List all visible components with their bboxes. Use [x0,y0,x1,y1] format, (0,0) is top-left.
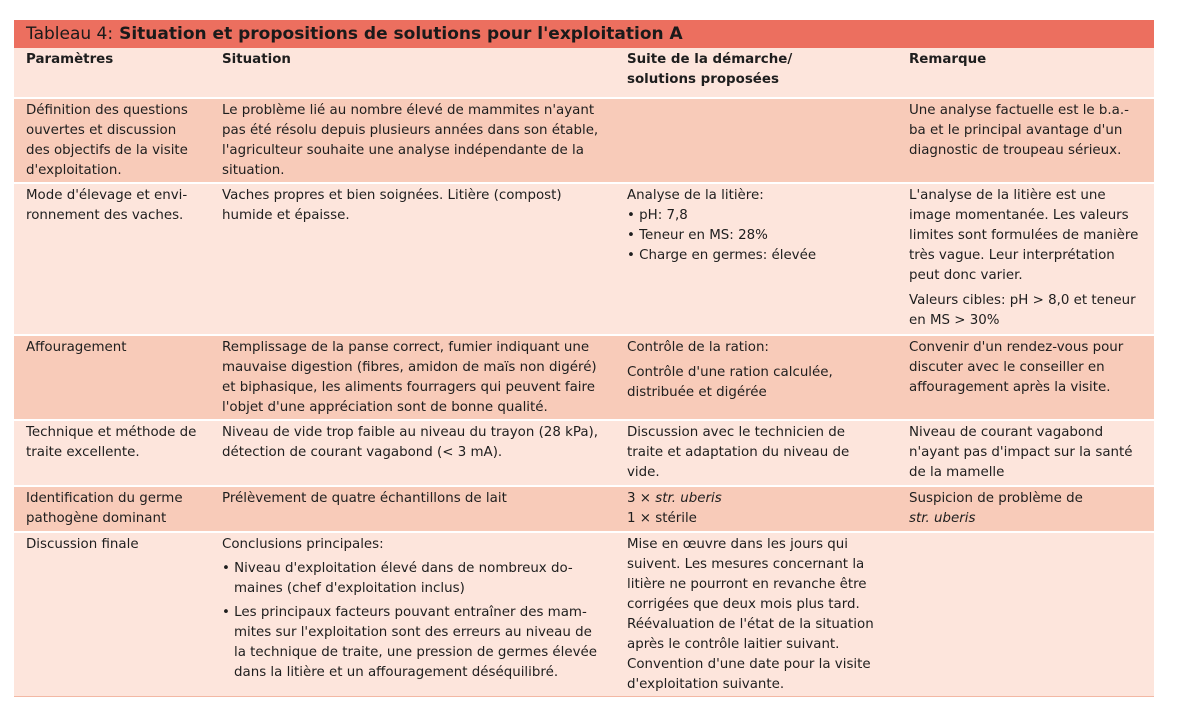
header-suite-text: Suite de la démarche/ solutions proposées [627,52,793,87]
cell-param: Définition des questions ouvertes et discussion des objectifs de la visite d'exploitation. [14,98,210,183]
cell-suite-line-2: 1 × stérile [627,511,697,526]
table-row [14,486,1154,532]
cell-remarque [897,183,1154,335]
header-remarque: Remarque [909,52,987,67]
cell-suite-title: Analyse de la litière: [627,188,764,203]
table-row [14,98,1154,183]
header-suite [615,48,897,98]
cell-remarque [897,486,1154,532]
cell-remarque: Convenir d'un rendez-vous pour discuter avec le conseiller en affouragement après la visite. [897,335,1154,420]
cell-param: Mode d'élevage et envi-ronnement des vaches. [14,183,210,335]
cell-situation: Le problème lié au nombre élevé de mammites n'ayant pas été résolu depuis plusieurs années dans son étable, l'agriculteur souhaite une analyse indépendante de la situation. [210,98,615,183]
cell-situation [210,532,615,697]
cell-param: Technique et méthode de traite excellente. [14,420,210,486]
list-item: • pH: 7,8 [627,206,885,226]
cell-remarque-em: str. uberis [909,511,976,526]
cell-suite: Discussion avec le technicien de traite et adaptation du niveau de vide. [615,420,897,486]
cell-remarque-text: Suspicion de problème de [909,491,1083,506]
cell-remarque [897,532,1154,697]
solutions-table [14,48,1154,697]
cell-suite-text: Contrôle d'une ration calculée, distribuée et digérée [627,365,833,400]
table-row [14,420,1154,486]
cell-suite [615,486,897,532]
cell-suite-line-1: 3 × str. uberis [627,491,722,506]
list-item: • Charge en germes: élevée [627,246,885,266]
table-row [14,532,1154,697]
cell-suite: Mise en œuvre dans les jours qui suivent. Les mesures concernant la litière ne pourront en revanche être corrigées que deux mois plus tard. Réévaluation de l'état de la situation après le contrôle laitier suivant. Convention d'une date pour la visite d'exploitation suivante. [615,532,897,697]
table-row [14,183,1154,335]
cell-remarque-text: L'analyse de la litière est une image momentanée. Les valeurs limites sont formulées de manière très vague. Leur interprétation peut donc varier. [909,188,1139,283]
cell-situation: Vaches propres et bien soignées. Litière (compost) humide et épaisse. [210,183,615,335]
list-item: • Les principaux facteurs pouvant entraîner des mam-mites sur l'exploitation sont des erreurs au niveau de la technique de traite, une pression de germes élevée dans la litière et un affouragement déséquilibré. [222,603,603,683]
cell-situation: Remplissage de la panse correct, fumier indiquant une mauvaise digestion (fibres, amidon de maïs non digéré) et biphasique, les aliments fourragers qui peuvent faire l'objet d'une appréciation sont de bonne qualité. [210,335,615,420]
table-title: Situation et propositions de solutions pour l'exploitation A [119,24,683,44]
cell-situation: Prélèvement de quatre échantillons de lait [210,486,615,532]
list-item: • Teneur en MS: 28% [627,226,885,246]
cell-remarque: Niveau de courant vagabond n'ayant pas d'impact sur la santé de la mamelle [897,420,1154,486]
cell-remarque: Une analyse factuelle est le b.a.-ba et le principal avantage d'un diagnostic de troupeau sérieux. [897,98,1154,183]
cell-situation-list [222,559,603,683]
header-parametres: Paramètres [26,52,114,67]
solutions-table-container [14,20,1154,697]
cell-situation: Niveau de vide trop faible au niveau du trayon (28 kPa), détection de courant vagabond (< 3 mA). [210,420,615,486]
cell-situation-title: Conclusions principales: [222,537,384,552]
cell-suite-list [627,206,885,266]
cell-param: Identification du germe pathogène dominant [14,486,210,532]
cell-suite [615,335,897,420]
list-item: • Niveau d'exploitation élevé dans de nombreux do-maines (chef d'exploitation inclus) [222,559,603,599]
cell-suite [615,98,897,183]
cell-suite-title: Contrôle de la ration: [627,340,769,355]
cell-param: Affouragement [14,335,210,420]
table-row [14,335,1154,420]
cell-param: Discussion finale [14,532,210,697]
cell-remarque-target: Valeurs cibles: pH > 8,0 et teneur en MS > 30% [909,293,1136,328]
table-header-row [14,48,1154,98]
cell-suite [615,183,897,335]
table-title-bar [14,20,1154,48]
table-label: Tableau 4: [26,24,114,44]
header-situation: Situation [222,52,291,67]
